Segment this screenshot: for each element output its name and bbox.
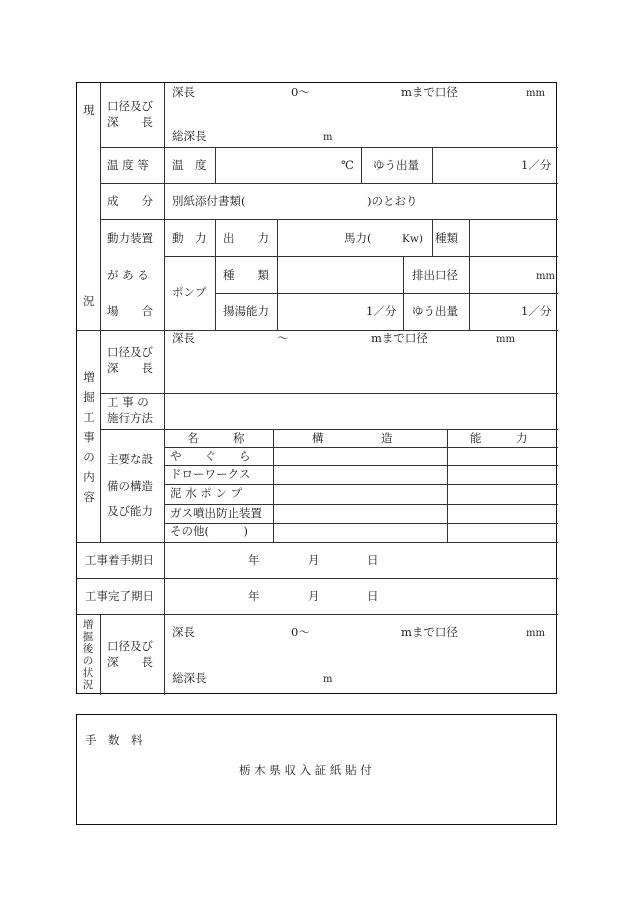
table-header-name: 名 称	[187, 431, 245, 445]
after-side-5: 状	[82, 667, 94, 679]
zokutsu-depth-prefix: 深長	[172, 331, 195, 345]
zokutsu-depth-tilde: 〜	[277, 331, 289, 345]
output-label: 出 力	[223, 231, 269, 245]
equipment-item-yagura: や ぐ ら	[170, 449, 251, 463]
zokutsu-diam-depth-label-1: 口径及び	[107, 345, 153, 359]
after-side-1: 増	[82, 619, 94, 631]
zokutsu-side-4: 事	[83, 430, 95, 444]
method-label-2: 施行方法	[107, 411, 153, 425]
equipment-item-other: その他( )	[170, 524, 248, 538]
lift-capacity-label: 揚湯能力	[223, 304, 269, 318]
power-device-label-3: 場 合	[107, 304, 153, 318]
zokutsu-diam-depth-label-2: 深 長	[107, 361, 153, 375]
depth-prefix: 深長	[172, 85, 195, 99]
zokutsu-side-2: 掘	[83, 390, 95, 404]
end-date-month: 月	[308, 589, 320, 603]
depth-to-diam: mまで口径	[401, 85, 458, 99]
equipment-item-bop: ガス噴出防止装置	[170, 506, 262, 520]
pump-kind-label: 種 類	[223, 268, 269, 282]
depth-from: 0〜	[291, 85, 310, 99]
after-depth-prefix: 深長	[172, 625, 195, 639]
diam-unit: mm	[526, 88, 545, 99]
zokutsu-side-7: 容	[83, 490, 95, 504]
fee-box	[76, 714, 557, 825]
zokutsu-side-6: 内	[83, 470, 95, 484]
fee-label: 手 数 料	[85, 733, 143, 747]
table-header-structure: 構 造	[312, 431, 393, 445]
after-side-4: の	[82, 655, 94, 667]
genkyo-label-top: 現	[83, 103, 95, 117]
power-device-label-2: が あ る	[107, 268, 149, 282]
equipment-label-2: 備の構造	[107, 479, 153, 493]
equipment-label-1: 主要な設	[107, 452, 153, 466]
after-side-3: 後	[82, 643, 94, 655]
yield-label: ゆう出量	[373, 158, 419, 172]
zokutsu-side-5: の	[83, 450, 95, 464]
after-diam-unit: mm	[526, 628, 545, 639]
pump-yield-unit: 1／分	[521, 304, 552, 318]
zokutsu-depth-to-diam: mまで口径	[371, 331, 428, 345]
start-date-year: 年	[248, 553, 260, 567]
hp-label: 馬力(	[344, 231, 372, 245]
end-date-day: 日	[367, 589, 379, 603]
temp-unit: ℃	[341, 158, 354, 172]
after-total-depth-unit: m	[323, 674, 333, 685]
end-date-label: 工事完了期日	[85, 589, 154, 603]
diam-depth-label-1: 口径及び	[107, 99, 153, 113]
after-side-6: 況	[82, 679, 94, 691]
after-depth-from: 0〜	[291, 625, 310, 639]
start-date-label: 工事着手期日	[85, 553, 154, 567]
genkyo-label-bottom: 況	[83, 294, 95, 308]
after-total-depth-label: 総深長	[172, 671, 207, 685]
pump-yield-label: ゆう出量	[412, 304, 458, 318]
equipment-item-drawworks: ドローワークス	[170, 467, 251, 481]
yield-unit: 1／分	[521, 158, 552, 172]
zokutsu-side-3: 工	[83, 410, 95, 424]
equipment-label-3: 及び能力	[107, 504, 153, 518]
application-form-table	[76, 82, 557, 694]
component-text: 別紙添付書類(	[172, 194, 246, 208]
after-diam-depth-label-1: 口径及び	[107, 639, 153, 653]
motor-label: 動 力	[172, 231, 207, 245]
revenue-stamp-text: 栃 木 県 収 入 証 紙 貼 付	[239, 763, 372, 777]
temp-label: 温 度	[172, 158, 207, 172]
total-depth-label: 総深長	[172, 129, 207, 143]
kw-label: Kw)	[402, 233, 423, 245]
pump-label: ポンプ	[172, 285, 207, 299]
equipment-item-mud-pump: 泥 水 ポ ン プ	[170, 486, 243, 500]
power-device-label-1: 動力装置	[107, 231, 153, 245]
method-label-1: 工 事 の	[107, 395, 149, 409]
table-header-capacity: 能 力	[470, 431, 528, 445]
discharge-unit: mm	[536, 271, 555, 282]
zokutsu-side-1: 増	[83, 370, 95, 384]
temp-row-label: 温 度 等	[107, 158, 149, 172]
total-depth-unit: m	[323, 132, 333, 143]
start-date-month: 月	[308, 553, 320, 567]
start-date-day: 日	[367, 553, 379, 567]
kind-label: 種類	[435, 231, 458, 245]
diam-depth-label-2: 深 長	[107, 115, 153, 129]
after-depth-to-diam: mまで口径	[401, 625, 458, 639]
after-diam-depth-label-2: 深 長	[107, 655, 153, 669]
component-text-close: )のとおり	[367, 194, 418, 208]
after-side-2: 掘	[82, 631, 94, 643]
discharge-diam-label: 排出口径	[412, 268, 458, 282]
end-date-year: 年	[248, 589, 260, 603]
lift-unit: 1／分	[366, 304, 397, 318]
component-label: 成 分	[107, 194, 153, 208]
zokutsu-diam-unit: mm	[496, 334, 515, 345]
